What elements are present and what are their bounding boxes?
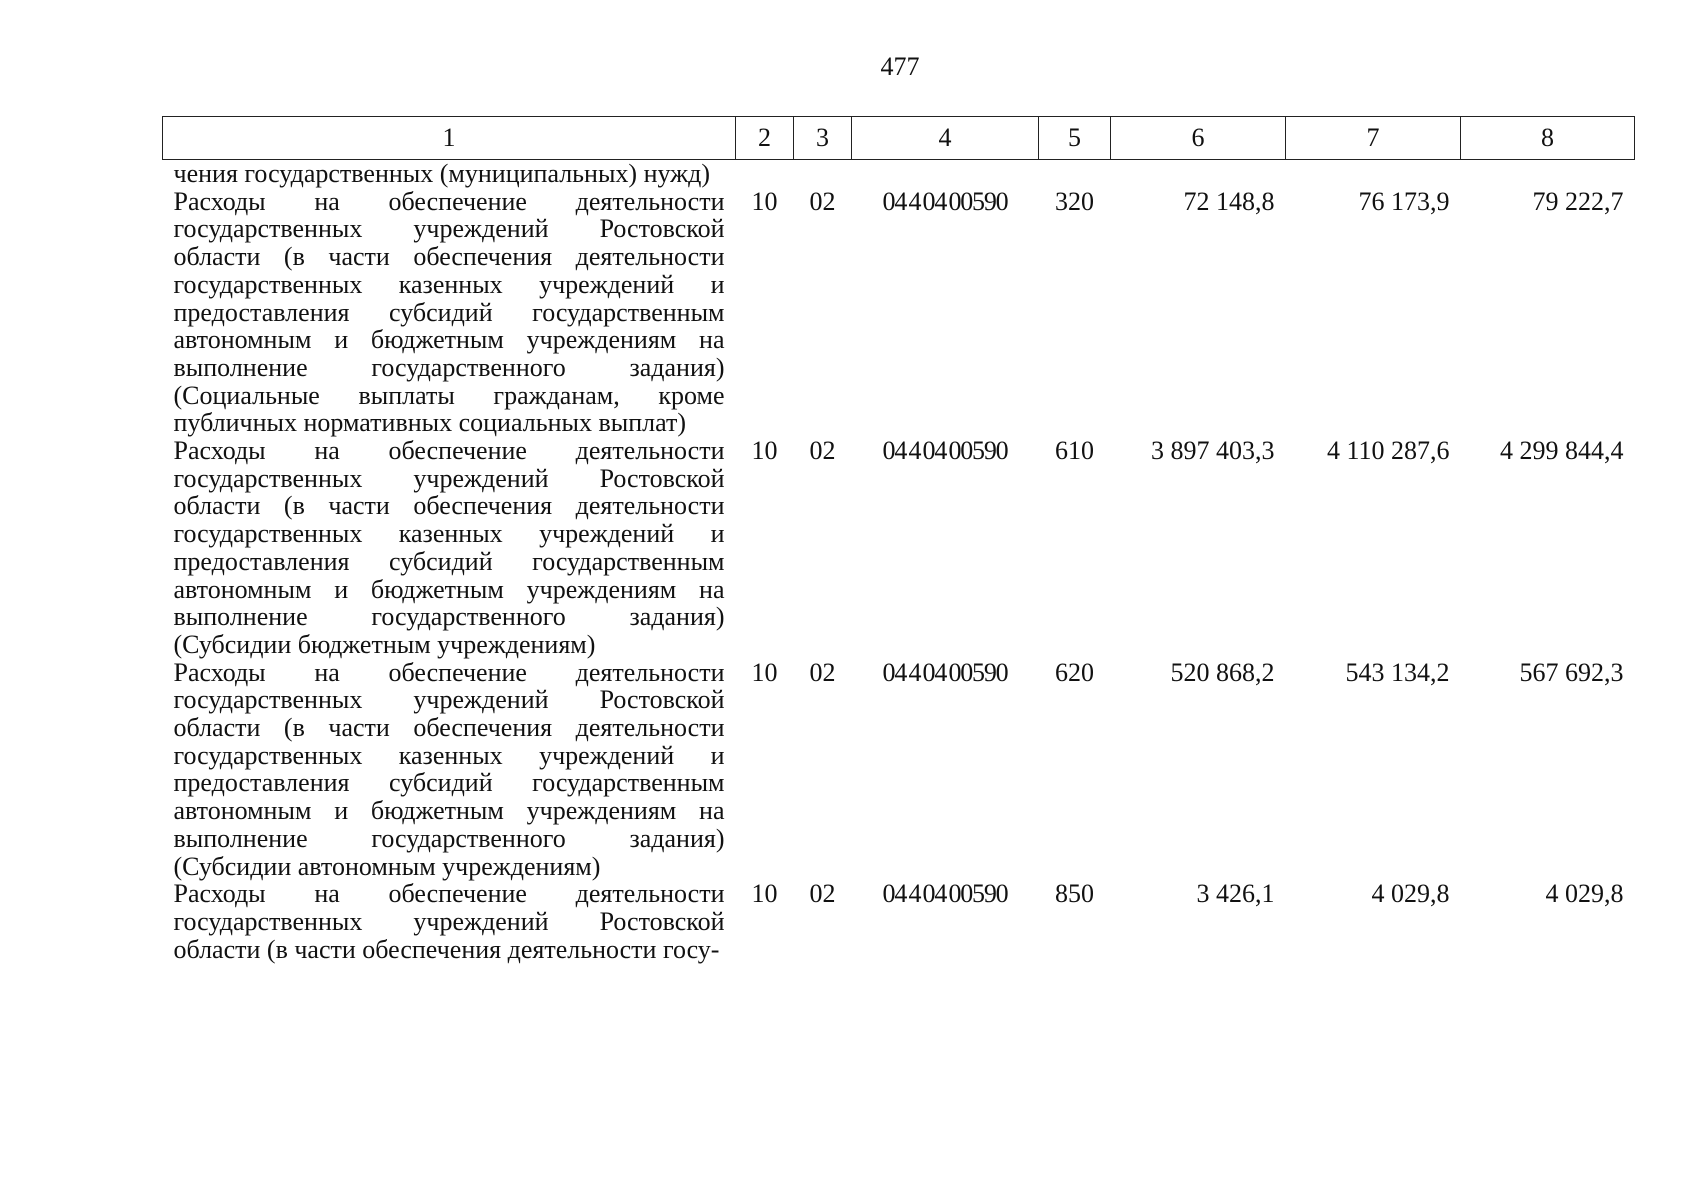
row-amount-col7: 4 029,8 xyxy=(1371,879,1450,909)
row-amount-col6: 3 426,1 xyxy=(1196,879,1275,909)
row-target-code xyxy=(852,160,1039,188)
row-section: 10 xyxy=(751,436,778,466)
row-amount-col8 xyxy=(1461,160,1635,188)
row-target-code: 04 4 04 00590 xyxy=(882,879,1008,909)
row-amount-col6 xyxy=(1111,160,1286,188)
row-section: 10 xyxy=(751,657,778,687)
row-amount-col7: 543 134,2 xyxy=(1345,657,1450,687)
row-amount-col6: 3 897 403,3 xyxy=(1151,436,1275,466)
row-section: 10 xyxy=(751,879,778,909)
row-section: 10 xyxy=(751,186,778,216)
row-expense-type: 320 xyxy=(1055,186,1094,216)
row-amount-col6: 72 148,8 xyxy=(1183,186,1275,216)
row-description: Расходы на обеспечение деятельности государственных учреждений Ростовской области (в части обеспечения деятельности государственных казенных учреждений и предоставления субсидий государственным автономным и бюджетным учреждениям на выполнение государственного задания) (Социальные выплаты гражданам, кроме публичных нормативных социальных выплат) xyxy=(173,186,725,438)
page-number: 477 xyxy=(880,52,920,81)
row-expense-type: 850 xyxy=(1055,879,1094,909)
row-description: Расходы на обеспечение деятельности государственных учреждений Ростовской области (в части обеспечения деятельности государственных казенных учреждений и предоставления субсидий государственным автономным и бюджетным учреждениям на выполнение государственного задания) (Субсидии бюджетным учреждениям) xyxy=(173,436,725,659)
row-amount-col7: 76 173,9 xyxy=(1358,186,1450,216)
table-row xyxy=(163,659,1635,881)
header-col-1: 1 xyxy=(163,117,736,160)
row-amount-col8: 4 029,8 xyxy=(1545,879,1624,909)
table-row xyxy=(163,880,1635,963)
budget-table xyxy=(162,116,1635,963)
row-subsection: 02 xyxy=(809,879,836,909)
row-section xyxy=(736,160,794,188)
row-amount-col8: 4 299 844,4 xyxy=(1500,436,1624,466)
header-col-4: 4 xyxy=(852,117,1039,160)
row-description: чения государственных (муниципальных) нужд) xyxy=(173,159,711,188)
row-amount-col7 xyxy=(1286,160,1461,188)
row-target-code: 04 4 04 00590 xyxy=(882,186,1008,216)
header-col-2: 2 xyxy=(736,117,794,160)
header-col-3: 3 xyxy=(794,117,852,160)
header-col-7: 7 xyxy=(1286,117,1461,160)
row-target-code: 04 4 04 00590 xyxy=(882,657,1008,687)
row-subsection: 02 xyxy=(809,186,836,216)
header-col-5: 5 xyxy=(1039,117,1111,160)
row-subsection xyxy=(794,160,852,188)
table-row xyxy=(163,437,1635,659)
table-row xyxy=(163,188,1635,437)
row-expense-type xyxy=(1039,160,1111,188)
row-subsection: 02 xyxy=(809,657,836,687)
row-amount-col8: 567 692,3 xyxy=(1519,657,1624,687)
row-target-code: 04 4 04 00590 xyxy=(882,436,1008,466)
budget-table-container xyxy=(162,116,1634,963)
row-description: Расходы на обеспечение деятельности государственных учреждений Ростовской области (в части обеспечения деятельности государственных казенных учреждений и предоставления субсидий государственным автономным и бюджетным учреждениям на выполнение государственного задания) (Субсидии автономным учреждениям) xyxy=(173,657,725,881)
row-amount-col8: 79 222,7 xyxy=(1532,186,1624,216)
header-col-6: 6 xyxy=(1111,117,1286,160)
row-expense-type: 620 xyxy=(1055,657,1094,687)
row-amount-col6: 520 868,2 xyxy=(1170,657,1275,687)
row-subsection: 02 xyxy=(809,436,836,466)
table-header-row xyxy=(163,117,1635,160)
row-expense-type: 610 xyxy=(1055,436,1094,466)
header-col-8: 8 xyxy=(1461,117,1635,160)
table-row xyxy=(163,160,1635,188)
row-amount-col7: 4 110 287,6 xyxy=(1326,436,1450,466)
row-description: Расходы на обеспечение деятельности государственных учреждений Ростовской области (в части обеспечения деятельности госу- xyxy=(173,879,725,964)
